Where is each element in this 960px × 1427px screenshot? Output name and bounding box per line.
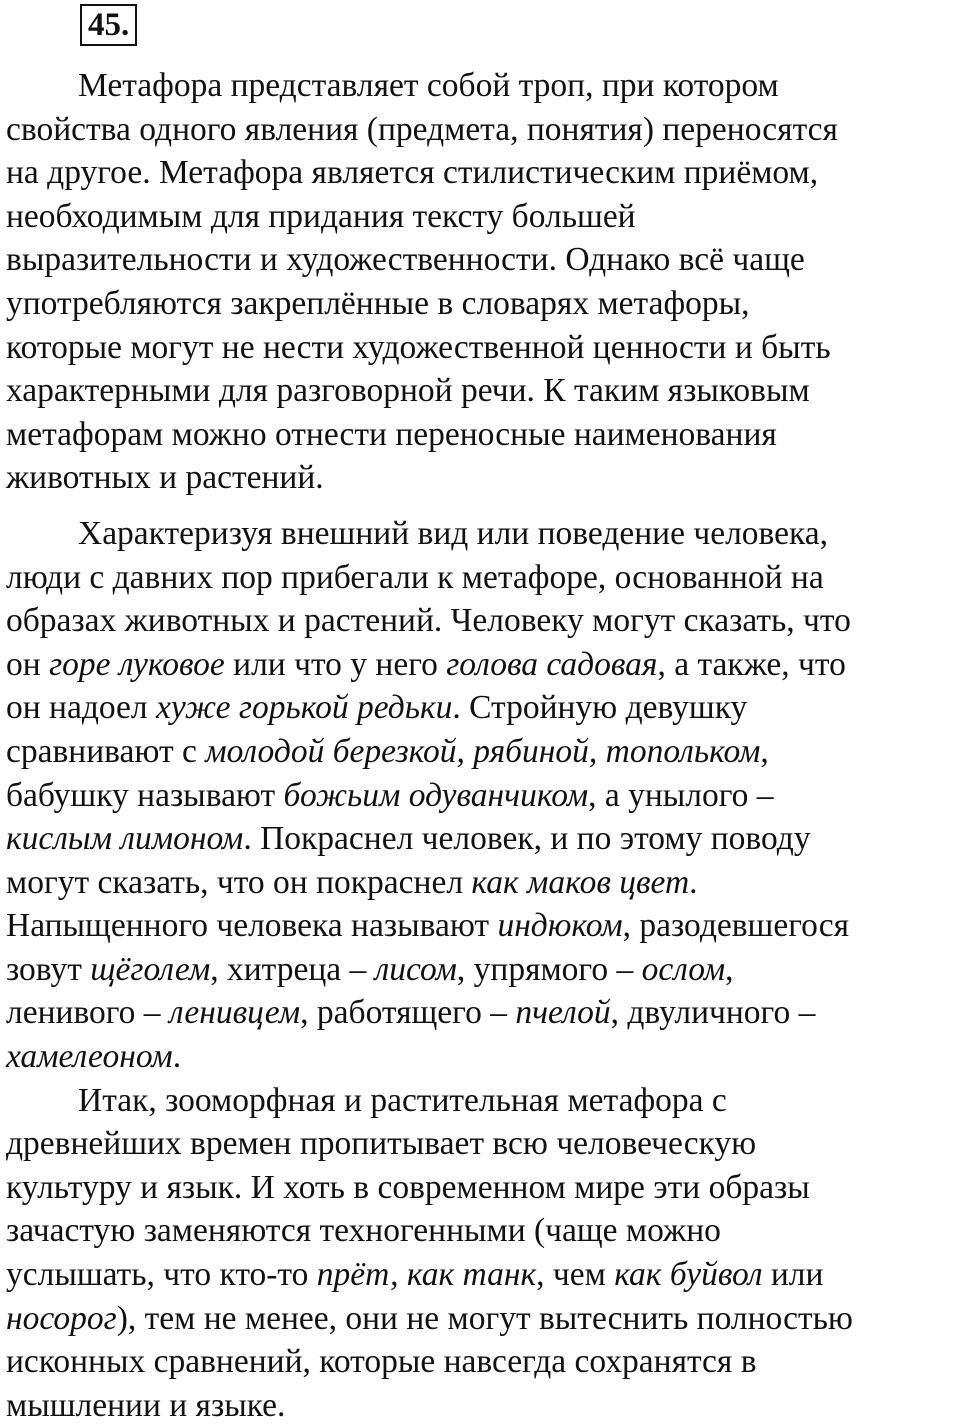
text-run: необходимым для придания тексту большей xyxy=(6,197,636,235)
text-run: животных и растений. xyxy=(6,459,324,497)
text-line xyxy=(6,599,960,643)
text-line xyxy=(6,904,960,948)
text-run: , xyxy=(760,732,769,770)
text-line xyxy=(6,643,960,687)
text-line xyxy=(6,512,960,556)
text-run: он xyxy=(6,645,50,683)
text-line xyxy=(6,1253,960,1297)
text-line xyxy=(6,108,960,152)
italic-phrase: голова садовая xyxy=(446,645,658,683)
text-run: , а также, что xyxy=(657,645,846,683)
italic-phrase: щёголем xyxy=(90,950,211,988)
text-run: . xyxy=(689,863,698,901)
text-run: , разодевшегося xyxy=(622,907,849,945)
italic-phrase: кислым лимоном xyxy=(6,820,244,858)
text-run: , xyxy=(725,950,734,988)
text-run: , а унылого – xyxy=(588,776,774,814)
text-run: Напыщенного человека называют xyxy=(6,907,498,945)
paragraph xyxy=(6,64,960,500)
text-run: метафорам можно отнести переносные наименования xyxy=(6,415,777,453)
text-line xyxy=(6,1166,960,1210)
text-run: услышать, что кто-то xyxy=(6,1256,317,1294)
text-run: бабушку называют xyxy=(6,776,284,814)
text-run: выразительности и художественности. Однако всё чаще xyxy=(6,241,805,279)
italic-phrase: божьим одуванчиком xyxy=(283,776,589,814)
paragraph xyxy=(6,512,960,1079)
text-line xyxy=(6,730,960,774)
text-run: на другое. Метафора является стилистическим приёмом, xyxy=(6,154,819,192)
text-line xyxy=(6,413,960,457)
italic-phrase: как буйвол xyxy=(614,1256,763,1294)
italic-phrase: горе луковое xyxy=(49,645,225,683)
text-run: Метафора представляет собой троп, при котором xyxy=(78,67,779,104)
text-line xyxy=(6,238,960,282)
text-run: или что у него xyxy=(224,645,447,683)
text-line xyxy=(6,282,960,326)
text-line xyxy=(6,817,960,861)
text-run: которые могут не нести художественной ценности и быть xyxy=(6,328,831,366)
text-run: исконных сравнений, которые навсегда сохранятся в xyxy=(6,1343,757,1381)
task-number: 45. xyxy=(80,4,137,46)
text-run: ленивого – xyxy=(6,994,169,1032)
text-run: зачастую заменяются техногенными (чаще можно xyxy=(6,1212,721,1250)
paragraph xyxy=(6,1079,960,1427)
text-run: употребляются закреплённые в словарях метафоры, xyxy=(6,284,750,322)
text-run: древнейших времен пропитывает всю человеческую xyxy=(6,1125,757,1163)
text-line xyxy=(6,195,960,239)
text-run: ), тем не менее, они не могут вытеснить полностью xyxy=(116,1299,853,1337)
text-line xyxy=(6,774,960,818)
text-run: характерными для разговорной речи. К таким языковым xyxy=(6,372,810,410)
text-run: , чем xyxy=(536,1256,615,1294)
text-line xyxy=(6,948,960,992)
italic-phrase: ослом xyxy=(641,950,726,988)
text-line xyxy=(6,991,960,1035)
text-line xyxy=(6,326,960,370)
italic-phrase: хуже горькой редьки xyxy=(156,689,453,727)
text-run: , хитреца – xyxy=(210,950,375,988)
text-line xyxy=(6,369,960,413)
text-run: свойства одного явления (предмета, понятия) переносятся xyxy=(6,110,838,148)
text-run: . Стройную девушку xyxy=(452,689,748,727)
text-line xyxy=(6,151,960,195)
italic-phrase: ленивцем xyxy=(168,994,301,1032)
text-line xyxy=(6,1384,960,1427)
text-run: Характеризуя внешний вид или поведение человека, xyxy=(78,514,829,552)
italic-phrase: молодой березкой, рябиной, топольком xyxy=(205,732,761,770)
text-run: , работящего – xyxy=(300,994,516,1032)
text-line xyxy=(6,1209,960,1253)
text-line xyxy=(6,556,960,600)
text-line xyxy=(6,1079,960,1123)
text-run: мышлении и языке. xyxy=(6,1386,286,1424)
text-run: или xyxy=(762,1256,824,1294)
text-run: могут сказать, что он покраснел xyxy=(6,863,472,901)
text-run: люди с давних пор прибегали к метафоре, основанной на xyxy=(6,558,824,596)
italic-phrase: прёт, как танк xyxy=(316,1256,537,1294)
text-line xyxy=(6,1035,960,1079)
italic-phrase: носорог xyxy=(6,1299,117,1337)
text-run: он надоел xyxy=(6,689,157,727)
text-line xyxy=(6,686,960,730)
paragraph-gap xyxy=(6,500,960,512)
text-run: , упрямого – xyxy=(456,950,642,988)
italic-phrase: лисом xyxy=(374,950,457,988)
text-run: Итак, зооморфная и растительная метафора с xyxy=(78,1081,727,1119)
italic-phrase: индюком xyxy=(497,907,623,945)
text-run: образах животных и растений. Человеку могут сказать, что xyxy=(6,602,851,640)
italic-phrase: как маков цвет xyxy=(471,863,690,901)
text-run: . xyxy=(172,1038,182,1076)
italic-phrase: хамелеоном xyxy=(6,1038,173,1076)
text-run: . Покраснел человек, и по этому поводу xyxy=(243,820,811,858)
italic-phrase: пчелой xyxy=(515,994,611,1032)
text-line xyxy=(6,1340,960,1384)
text-run: сравнивают с xyxy=(6,732,206,770)
text-run: зовут xyxy=(6,950,91,988)
text-run: культуру и язык. И хоть в современном мире эти образы xyxy=(6,1168,810,1206)
text-run: , двуличного – xyxy=(610,994,816,1032)
essay-text xyxy=(6,64,960,1427)
text-line xyxy=(6,1122,960,1166)
text-line xyxy=(6,64,960,108)
text-line xyxy=(6,456,960,500)
text-line xyxy=(6,861,960,905)
text-line xyxy=(6,1297,960,1341)
